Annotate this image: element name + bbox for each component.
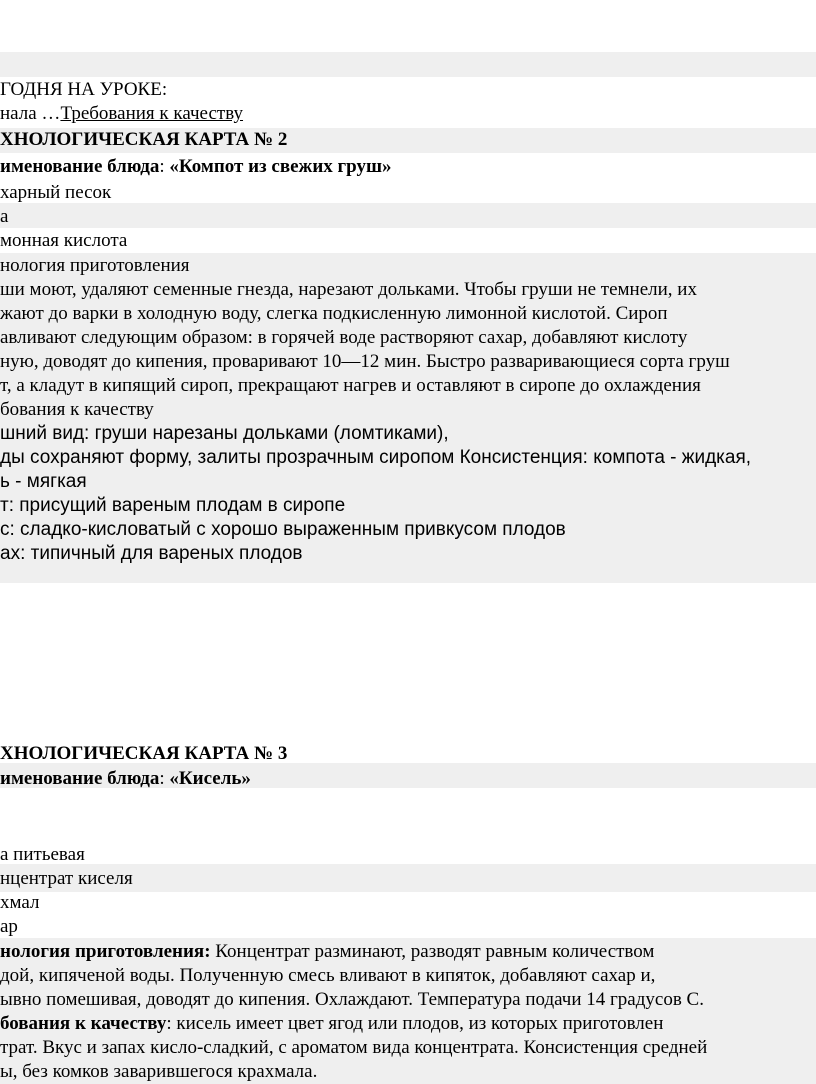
technology-label: нология приготовления: <box>0 941 211 962</box>
lesson-today: ГОДНЯ НА УРОКЕ: <box>0 79 168 100</box>
ingredient-item: нцентрат киселя <box>0 868 133 889</box>
dish-name: «Кисель» <box>169 768 251 789</box>
ingredient-item: хмал <box>0 892 40 913</box>
quality-line: шний вид: груши нарезаны дольками (ломтиками), <box>0 423 449 444</box>
quality-label: бования к качеству <box>0 399 154 420</box>
quality-line: с: сладко-кисловатый с хорошо выраженным привкусом плодов <box>0 519 566 540</box>
quality-line: ах: типичный для вареных плодов <box>0 543 303 564</box>
dish-label: именование блюда <box>0 156 160 177</box>
technology-line: ши моют, удаляют семенные гнезда, нарезают дольками. Чтобы груши не темнели, их <box>0 279 697 300</box>
quality-link[interactable]: Требования к качеству <box>60 103 244 124</box>
technology-line: ную, доводят до кипения, проваривают 10—12 мин. Быстро разваривающиеся сорта груш <box>0 351 730 372</box>
dish-label: именование блюда <box>0 768 160 789</box>
ingredient-item: харный песок <box>0 182 112 203</box>
technology-line: т, а кладут в кипящий сироп, прекращают нагрев и оставляют в сиропе до охлаждения <box>0 375 701 396</box>
ingredient-item: ар <box>0 916 18 937</box>
dish-separator: : <box>159 768 170 789</box>
technology-line: дой, кипяченой воды. Полученную смесь вливают в кипяток, добавляют сахар и, <box>0 965 656 986</box>
technology-text: Концентрат разминают, разводят равным количеством <box>210 941 655 962</box>
quality-line: ь - мягкая <box>0 471 87 492</box>
quality-line: ы, без комков заварившегося крахмала. <box>0 1061 318 1082</box>
technology-label: нология приготовления <box>0 255 190 276</box>
ingredient-item: а питьевая <box>0 844 85 865</box>
quality-line <box>0 1012 663 1035</box>
row-band <box>0 203 816 228</box>
technology-line: авливают следующим образом: в горячей воде растворяют сахар, добавляют кислоту <box>0 327 688 348</box>
dish-name: «Компот из свежих груш» <box>169 156 392 177</box>
quality-text: : кисель имеет цвет ягод или плодов, из которых приготовлен <box>166 1013 664 1034</box>
quality-line: трат. Вкус и запах кисло-сладкий, с ароматом вида концентрата. Консистенция средней <box>0 1037 708 1058</box>
nav-line <box>0 102 243 125</box>
ingredient-item: монная кислота <box>0 230 128 251</box>
dish-separator: : <box>159 156 170 177</box>
ingredient-item: а <box>0 206 9 227</box>
quality-line: т: присущий вареным плодам в сиропе <box>0 495 346 516</box>
quality-label: бования к качеству <box>0 1013 167 1034</box>
dish-name-line <box>0 767 251 790</box>
nav-prefix: нала … <box>0 103 61 124</box>
quality-line: ды сохраняют форму, залиты прозрачным сиропом Консистенция: компота - жидкая, <box>0 447 752 468</box>
technology-line <box>0 940 654 963</box>
row-band <box>0 52 816 77</box>
tech-card-heading: ХНОЛОГИЧЕСКАЯ КАРТА № 3 <box>0 743 288 764</box>
tech-card-heading: ХНОЛОГИЧЕСКАЯ КАРТА № 2 <box>0 129 288 150</box>
technology-line: ывно помешивая, доводят до кипения. Охлаждают. Температура подачи 14 градусов С. <box>0 989 704 1010</box>
technology-line: жают до варки в холодную воду, слегка подкисленную лимонной кислотой. Сироп <box>0 303 668 324</box>
dish-name-line <box>0 155 392 178</box>
